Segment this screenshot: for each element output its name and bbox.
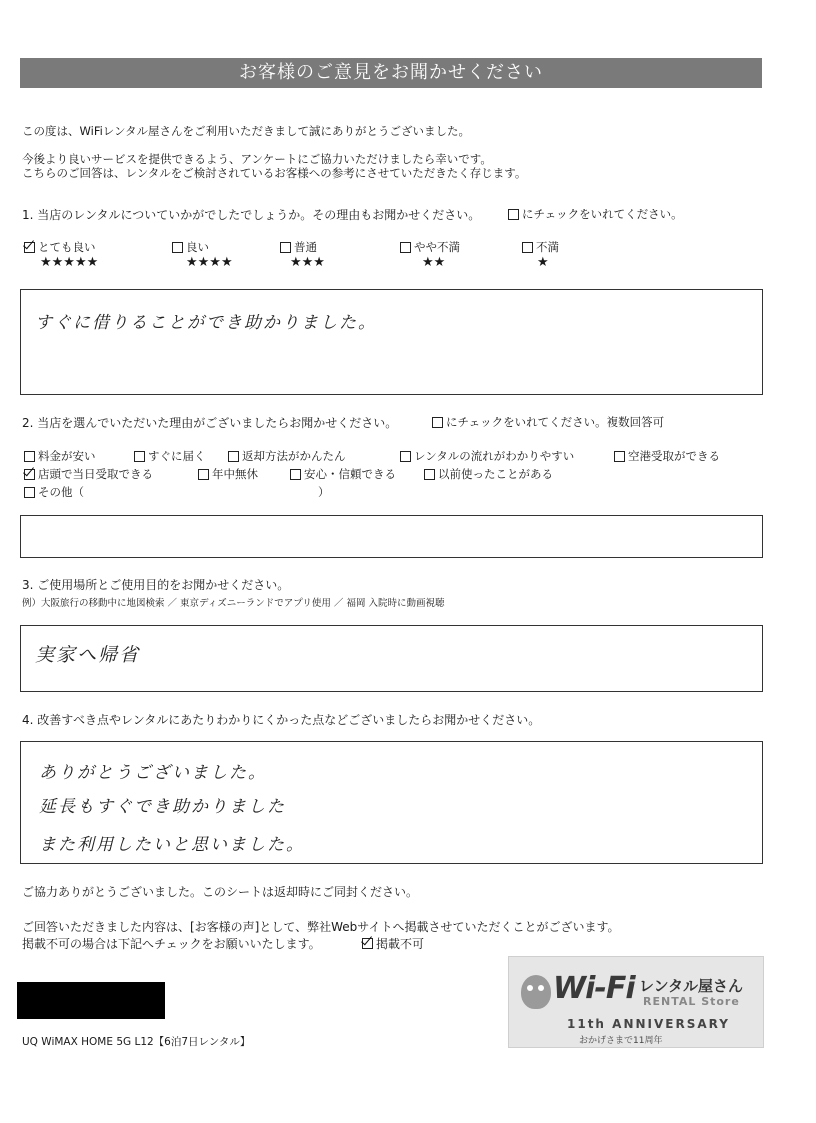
- checkbox-icon[interactable]: [228, 451, 239, 462]
- checkbox-checked-icon[interactable]: [24, 469, 35, 480]
- form-title: お客様のご意見をお聞かせください: [20, 58, 762, 88]
- checkbox-icon[interactable]: [614, 451, 625, 462]
- checkbox-icon[interactable]: [24, 451, 35, 462]
- q2-option-other[interactable]: その他（: [24, 484, 84, 500]
- checkbox-icon[interactable]: [424, 469, 435, 480]
- q2-instruction: にチェックをいれてください。複数回答可: [432, 414, 664, 430]
- intro-line-3: こちらのご回答は、レンタルをご検討されているお客様への参考にさせていただきたく存じます。: [22, 166, 527, 180]
- logo-wifi-text: Wi-Fi: [553, 971, 635, 1006]
- q1-stars-2: ★★: [422, 255, 446, 270]
- checkbox-icon: [508, 209, 519, 220]
- checkbox-icon[interactable]: [400, 242, 411, 253]
- mascot-icon: [521, 975, 551, 1009]
- q1-answer-box[interactable]: [20, 289, 763, 395]
- q2-option-trustworthy[interactable]: 安心・信頼できる: [290, 466, 396, 482]
- logo-tagline: おかげさまで11周年: [579, 1036, 663, 1046]
- publish-note: ご回答いただきました内容は、[お客様の声]として、弊社Webサイトへ掲載させていただくことがございます。: [22, 920, 620, 934]
- q2-option-open-all-year[interactable]: 年中無休: [198, 466, 258, 482]
- checkbox-icon[interactable]: [400, 451, 411, 462]
- q2-option-fast-delivery[interactable]: すぐに届く: [134, 448, 206, 464]
- q2-answer-box[interactable]: [20, 515, 763, 558]
- q2-option-used-before[interactable]: 以前使ったことがある: [424, 466, 553, 482]
- logo-store: RENTAL Store: [643, 995, 740, 1008]
- q1-answer-text: すぐに借りることができ助かりました。: [35, 313, 377, 333]
- checkbox-icon[interactable]: [522, 242, 533, 253]
- checkbox-checked-icon[interactable]: [362, 938, 373, 949]
- q1-option-somewhat-dissatisfied[interactable]: やや不満: [400, 239, 460, 255]
- q2-option-easy-return[interactable]: 返却方法がかんたん: [228, 448, 346, 464]
- q4-answer-line-2: 延長もすぐでき助かりました: [39, 797, 286, 817]
- thanks-text: ご協力ありがとうございました。このシートは返却時にご同封ください。: [22, 885, 419, 899]
- intro-line-2: 今後より良いサービスを提供できるよう、アンケートにご協力いただけましたら幸いです。: [22, 152, 492, 166]
- optout-note: 掲載不可の場合は下記へチェックをお願いいたします。: [22, 937, 321, 951]
- q3-question: 3. ご使用場所とご使用目的をお聞かせください。: [22, 578, 290, 592]
- q1-option-average[interactable]: 普通: [280, 239, 317, 255]
- q2-question: 2. 当店を選んでいただいた理由がございましたらお聞かせください。: [22, 416, 398, 430]
- q1-option-dissatisfied[interactable]: 不満: [522, 239, 559, 255]
- q2-option-easy-flow[interactable]: レンタルの流れがわかりやすい: [400, 448, 574, 464]
- checkbox-icon[interactable]: [134, 451, 145, 462]
- brand-logo: [508, 956, 764, 1048]
- checkbox-checked-icon[interactable]: [24, 242, 35, 253]
- q1-instruction: にチェックをいれてください。: [508, 206, 683, 222]
- q1-stars-1: ★: [537, 255, 549, 270]
- product-label: UQ WiMAX HOME 5G L12【6泊7日レンタル】: [22, 1036, 251, 1048]
- q1-stars-3: ★★★: [290, 255, 325, 270]
- q4-answer-line-1: ありがとうございました。: [39, 763, 267, 783]
- intro-line-1: この度は、WiFiレンタル屋さんをご利用いただきまして誠にありがとうございました。: [22, 124, 471, 138]
- checkbox-icon[interactable]: [198, 469, 209, 480]
- q1-stars-5: ★★★★★: [40, 255, 99, 270]
- q3-answer-text: 実家へ帰省: [35, 644, 141, 666]
- q3-example: 例）大阪旅行の移動中に地図検索 ／ 東京ディズニーランドでアプリ使用 ／ 福岡 入院時に動画視聴: [22, 598, 445, 609]
- q2-option-airport-pickup[interactable]: 空港受取ができる: [614, 448, 720, 464]
- redacted-block: [17, 982, 165, 1019]
- optout-checkbox[interactable]: 掲載不可: [362, 935, 424, 952]
- q2-option-same-day-pickup[interactable]: 店頭で当日受取できる: [24, 466, 153, 482]
- q4-answer-line-3: また利用したいと思いました。: [39, 835, 305, 855]
- checkbox-icon[interactable]: [290, 469, 301, 480]
- q3-answer-box[interactable]: [20, 625, 763, 692]
- q4-answer-box[interactable]: [20, 741, 763, 864]
- q1-option-good[interactable]: 良い: [172, 239, 209, 255]
- q2-option-price[interactable]: 料金が安い: [24, 448, 96, 464]
- q2-other-close: ）: [318, 485, 330, 499]
- q1-stars-4: ★★★★: [186, 255, 233, 270]
- logo-name: レンタル屋さん: [639, 977, 744, 995]
- q1-question: 1. 当店のレンタルについていかがでしたでしょうか。その理由もお聞かせください。: [22, 208, 481, 222]
- checkbox-icon[interactable]: [280, 242, 291, 253]
- logo-anniversary: 11th ANNIVERSARY: [567, 1017, 730, 1031]
- checkbox-icon[interactable]: [24, 487, 35, 498]
- checkbox-icon: [432, 417, 443, 428]
- checkbox-icon[interactable]: [172, 242, 183, 253]
- q4-question: 4. 改善すべき点やレンタルにあたりわかりにくかった点などございましたらお聞かせください。: [22, 713, 541, 727]
- q1-option-very-good[interactable]: とても良い: [24, 239, 96, 255]
